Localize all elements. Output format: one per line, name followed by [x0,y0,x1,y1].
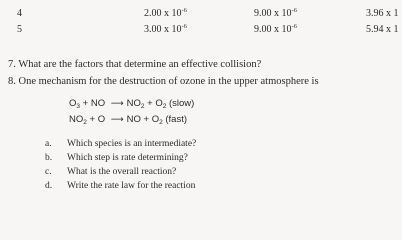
table-cell-trial: 5 [17,24,22,35]
question-number: 8. [8,76,16,87]
question-8 [8,76,319,87]
question-text: One mechanism for the destruction of ozone in the upper atmosphere is [18,76,319,87]
mechanism-step-2: $NO_2 + O$ ⟶ NO + $O_2$ (fast) [69,114,188,126]
reaction-arrow-icon: ⟶ [110,114,124,124]
mechanism-step-1: $O_3$ + NO ⟶ $NO_2 + O_2$ (slow) [69,98,195,110]
table-cell-concentration-1: 3.00 x $10^{-6}$ [144,23,187,35]
table-cell-rate: 3.96 x 1 [366,8,399,19]
sub-question-b: b. Which step is rate determining? [45,153,188,163]
question-number: 7. [8,59,16,70]
sub-question-a: a. Which species is an intermediate? [45,139,197,149]
table-cell-trial: 4 [17,8,22,19]
reaction-arrow-icon: ⟶ [110,98,124,108]
table-cell-concentration-2: 9.00 x $10^{-6}$ [254,7,297,19]
sub-question-d: d. Write the rate law for the reaction [45,181,196,191]
question-7 [8,59,261,70]
table-cell-rate: 5.94 x 1 [366,24,399,35]
question-text: What are the factors that determine an effective collision? [18,59,262,70]
table-cell-concentration-2: 9.00 x $10^{-6}$ [254,23,297,35]
table-cell-concentration-1: 2.00 x $10^{-6}$ [144,7,187,19]
sub-question-c: c. What is the overall reaction? [45,167,177,177]
